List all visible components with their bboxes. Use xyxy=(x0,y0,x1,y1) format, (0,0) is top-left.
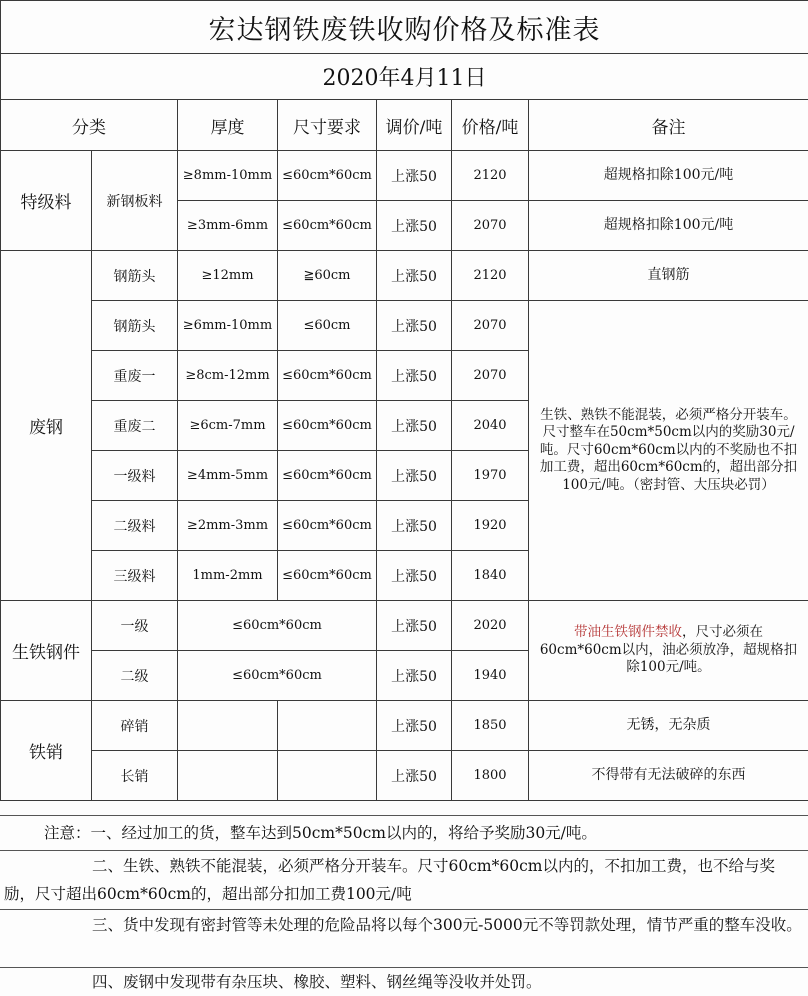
header-category: 分类 xyxy=(1,100,178,151)
header-thickness: 厚度 xyxy=(178,100,278,151)
divider xyxy=(0,909,808,910)
price-cell: 1840 xyxy=(452,551,529,601)
sub-category: 一级 xyxy=(92,601,178,651)
price-cell: 2040 xyxy=(452,401,529,451)
thickness-cell: 1mm-2mm xyxy=(178,551,278,601)
sub-category: 一级料 xyxy=(92,451,178,501)
price-cell: 2020 xyxy=(452,601,529,651)
adjust-cell: 上涨50 xyxy=(377,301,452,351)
price-cell: 2070 xyxy=(452,201,529,251)
size-cell: ≤60cm*60cm xyxy=(278,451,377,501)
size-cell: ≤60cm*60cm xyxy=(178,601,377,651)
size-cell: ≤60cm*60cm xyxy=(178,651,377,701)
price-cell: 1850 xyxy=(452,701,529,751)
price-cell: 2120 xyxy=(452,151,529,201)
price-cell: 2070 xyxy=(452,301,529,351)
thickness-cell: ≥6mm-10mm xyxy=(178,301,278,351)
header-remark: 备注 xyxy=(529,100,808,151)
size-cell: ≤60cm*60cm xyxy=(278,501,377,551)
divider xyxy=(0,815,808,816)
table-row xyxy=(1,751,808,801)
thickness-cell: ≥8cm-12mm xyxy=(178,351,278,401)
adjust-cell: 上涨50 xyxy=(377,651,452,701)
adjust-cell: 上涨50 xyxy=(377,351,452,401)
group-pig-iron: 生铁钢件 xyxy=(1,601,92,701)
price-cell: 1800 xyxy=(452,751,529,801)
remark-cell: 不得带有无法破碎的东西 xyxy=(529,751,808,801)
header-size: 尺寸要求 xyxy=(278,100,377,151)
table-row xyxy=(1,301,808,351)
group-special: 特级料 xyxy=(1,151,92,251)
sub-category: 重废一 xyxy=(92,351,178,401)
thickness-cell: ≥4mm-5mm xyxy=(178,451,278,501)
adjust-cell: 上涨50 xyxy=(377,451,452,501)
notes-section xyxy=(0,815,808,996)
thickness-cell: ≥3mm-6mm xyxy=(178,201,278,251)
scrap-remark: 生铁、熟铁不能混装，必须严格分开装车。尺寸整车在50cm*50cm以内的奖励30元/吨。尺寸60cm*60cm以内的不奖励也不扣加工费，超出60cm*60cm的，超出部分扣100元/吨。（密封管、大压块必罚） xyxy=(529,301,808,601)
size-cell: ≤60cm*60cm xyxy=(278,401,377,451)
sub-category: 钢筋头 xyxy=(92,301,178,351)
price-cell: 1940 xyxy=(452,651,529,701)
sub-category: 碎销 xyxy=(92,701,178,751)
note-4: 四、废钢中发现带有杂压块、橡胶、塑料、钢丝绳等没收并处罚。 xyxy=(92,973,542,991)
adjust-cell: 上涨50 xyxy=(377,601,452,651)
adjust-cell: 上涨50 xyxy=(377,251,452,301)
price-cell: 1970 xyxy=(452,451,529,501)
thickness-cell: ≥6cm-7mm xyxy=(178,401,278,451)
date-label: 2020年4月11日 xyxy=(1,54,808,100)
note-1: 注意：一、经过加工的货，整车达到50cm*50cm以内的，将给予奖励30元/吨。 xyxy=(44,824,597,842)
header-price: 价格/吨 xyxy=(452,100,529,151)
pig-iron-warning: 带油生铁钢件禁收 xyxy=(574,624,682,641)
adjust-cell: 上涨50 xyxy=(377,151,452,201)
sub-category: 钢筋头 xyxy=(92,251,178,301)
thickness-cell xyxy=(178,751,278,801)
price-cell: 2070 xyxy=(452,351,529,401)
pig-iron-remark xyxy=(529,601,808,701)
sub-category: 三级料 xyxy=(92,551,178,601)
remark-cell: 超规格扣除100元/吨 xyxy=(529,151,808,201)
pig-iron-remark-text: ，尺寸必须在60cm*60cm以内，油必须放净，超规格扣除100元/吨。 xyxy=(539,624,798,676)
adjust-cell: 上涨50 xyxy=(377,201,452,251)
remark-cell: 超规格扣除100元/吨 xyxy=(529,201,808,251)
adjust-cell: 上涨50 xyxy=(377,751,452,801)
group-scrap: 废钢 xyxy=(1,251,92,601)
adjust-cell: 上涨50 xyxy=(377,701,452,751)
sub-category: 长销 xyxy=(92,751,178,801)
size-cell xyxy=(278,751,377,801)
page-title: 宏达钢铁废铁收购价格及标准表 xyxy=(1,1,808,54)
note-2: 二、生铁、熟铁不能混装，必须严格分开装车。尺寸60cm*60cm以内的，不扣加工费，也不给与奖励，尺寸超出60cm*60cm的，超出部分扣加工费100元/吨 xyxy=(4,857,775,903)
size-cell: ≤60cm*60cm xyxy=(278,201,377,251)
remark-cell: 直钢筋 xyxy=(529,251,808,301)
size-cell: ≤60cm*60cm xyxy=(278,551,377,601)
size-cell: ≤60cm xyxy=(278,301,377,351)
sub-category: 新钢板料 xyxy=(92,151,178,251)
size-cell xyxy=(278,701,377,751)
divider xyxy=(0,850,808,851)
group-iron-pin: 铁销 xyxy=(1,701,92,801)
adjust-cell: 上涨50 xyxy=(377,551,452,601)
size-cell: ≤60cm*60cm xyxy=(278,351,377,401)
table-row xyxy=(1,701,808,751)
sub-category: 重废二 xyxy=(92,401,178,451)
price-cell: 1920 xyxy=(452,501,529,551)
adjust-cell: 上涨50 xyxy=(377,401,452,451)
sub-category: 二级料 xyxy=(92,501,178,551)
size-cell: ≧60cm xyxy=(278,251,377,301)
table-row xyxy=(1,601,808,651)
header-adjust: 调价/吨 xyxy=(377,100,452,151)
note-3: 三、货中发现有密封管等未处理的危险品将以每个300元-5000元不等罚款处理，情节严重的整车没收。 xyxy=(92,916,802,934)
thickness-cell: ≥2mm-3mm xyxy=(178,501,278,551)
size-cell: ≤60cm*60cm xyxy=(278,151,377,201)
adjust-cell: 上涨50 xyxy=(377,501,452,551)
table-row xyxy=(1,151,808,201)
thickness-cell: ≥12mm xyxy=(178,251,278,301)
thickness-cell xyxy=(178,701,278,751)
price-cell: 2120 xyxy=(452,251,529,301)
sub-category: 二级 xyxy=(92,651,178,701)
remark-cell: 无锈，无杂质 xyxy=(529,701,808,751)
table-row xyxy=(1,251,808,301)
thickness-cell: ≥8mm-10mm xyxy=(178,151,278,201)
